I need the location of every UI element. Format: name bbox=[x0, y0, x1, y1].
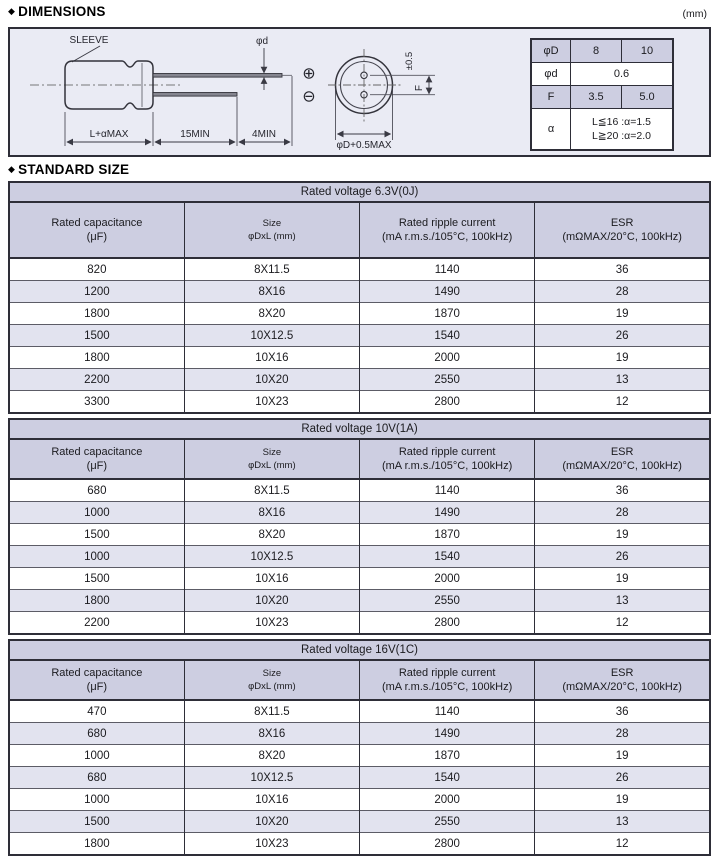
negative-lead bbox=[153, 93, 237, 97]
table-cell: 2200 bbox=[9, 612, 184, 635]
table-row bbox=[9, 325, 710, 347]
table-cell: 1140 bbox=[360, 700, 535, 723]
table-cell: 12 bbox=[535, 391, 710, 414]
param-label: α bbox=[531, 109, 571, 151]
table-cell: 36 bbox=[535, 479, 710, 502]
table-row bbox=[9, 723, 710, 745]
table-row bbox=[9, 502, 710, 524]
table-cell: 1000 bbox=[9, 546, 184, 568]
column-header-line2: (μF) bbox=[86, 231, 108, 243]
column-header bbox=[184, 660, 359, 700]
table-cell: 10X16 bbox=[184, 789, 359, 811]
param-value: 0.6 bbox=[571, 63, 674, 86]
table-cell: 1800 bbox=[9, 347, 184, 369]
table-cell: 1000 bbox=[9, 745, 184, 767]
table-title: Rated voltage 16V(1C) bbox=[9, 640, 710, 660]
column-header-line1: Rated capacitance bbox=[51, 667, 143, 679]
column-header-line1: ESR bbox=[610, 217, 634, 229]
table-row bbox=[9, 258, 710, 281]
column-header-line2: φDxL (mm) bbox=[248, 231, 296, 242]
capacitor-dimension-drawing bbox=[12, 30, 522, 154]
table-cell: 26 bbox=[535, 767, 710, 789]
table-cell: 1800 bbox=[9, 303, 184, 325]
param-value: 10 bbox=[622, 39, 674, 63]
alpha-rule-line1: L≦16 :α=1.5 bbox=[592, 115, 651, 128]
param-label: F bbox=[531, 86, 571, 109]
diamond-bullet-icon: ◆ bbox=[8, 6, 16, 16]
param-row bbox=[531, 63, 673, 86]
column-header-line1: Rated ripple current bbox=[398, 667, 496, 679]
table-row bbox=[9, 524, 710, 546]
voltage-table bbox=[8, 181, 711, 414]
column-header bbox=[535, 202, 710, 258]
table-cell: 10X16 bbox=[184, 568, 359, 590]
column-header-line2: (mA r.m.s./105°C, 100kHz) bbox=[381, 460, 513, 472]
column-header-line1: Rated ripple current bbox=[398, 446, 496, 458]
column-header-line1: ESR bbox=[610, 446, 634, 458]
lead-offset-label: 4MIN bbox=[252, 129, 276, 140]
table-cell: 1500 bbox=[9, 524, 184, 546]
table-cell: 2550 bbox=[360, 590, 535, 612]
table-cell: 2000 bbox=[360, 568, 535, 590]
table-cell: 680 bbox=[9, 479, 184, 502]
table-cell: 19 bbox=[535, 745, 710, 767]
positive-terminal-icon: ⊕ bbox=[302, 65, 316, 83]
column-header-line2: (mA r.m.s./105°C, 100kHz) bbox=[381, 231, 513, 243]
column-header bbox=[360, 202, 535, 258]
table-title: Rated voltage 6.3V(0J) bbox=[9, 182, 710, 202]
table-cell: 2800 bbox=[360, 391, 535, 414]
table-cell: 8X16 bbox=[184, 281, 359, 303]
column-header bbox=[184, 202, 359, 258]
table-cell: 19 bbox=[535, 524, 710, 546]
table-cell: 8X11.5 bbox=[184, 258, 359, 281]
table-cell: 1500 bbox=[9, 325, 184, 347]
dimension-parameter-table bbox=[530, 38, 674, 151]
table-cell: 2000 bbox=[360, 347, 535, 369]
dimensions-heading bbox=[8, 4, 106, 19]
table-row bbox=[9, 833, 710, 856]
table-cell: 1500 bbox=[9, 568, 184, 590]
voltage-table bbox=[8, 418, 711, 635]
table-cell: 1490 bbox=[360, 723, 535, 745]
negative-terminal-icon: ⊖ bbox=[302, 88, 316, 106]
param-value: 3.5 bbox=[571, 86, 622, 109]
param-label: φD bbox=[531, 39, 571, 63]
column-header-line2: (μF) bbox=[86, 681, 108, 693]
table-cell: 1140 bbox=[360, 258, 535, 281]
table-cell: 1200 bbox=[9, 281, 184, 303]
table-cell: 2800 bbox=[360, 612, 535, 635]
table-cell: 19 bbox=[535, 568, 710, 590]
table-cell: 8X16 bbox=[184, 723, 359, 745]
table-cell: 8X20 bbox=[184, 745, 359, 767]
table-cell: 1540 bbox=[360, 325, 535, 347]
unit-note: (mm) bbox=[682, 8, 707, 20]
sleeve-label: SLEEVE bbox=[69, 35, 109, 46]
table-row bbox=[9, 590, 710, 612]
table-cell: 1800 bbox=[9, 590, 184, 612]
column-header-line2: (mΩMAX/20°C, 100kHz) bbox=[562, 231, 682, 243]
table-cell: 1870 bbox=[360, 745, 535, 767]
column-header bbox=[9, 439, 184, 479]
column-header-line2: (mΩMAX/20°C, 100kHz) bbox=[562, 681, 682, 693]
column-header-line2: (mΩMAX/20°C, 100kHz) bbox=[562, 460, 682, 472]
table-cell: 2000 bbox=[360, 789, 535, 811]
table-row bbox=[9, 347, 710, 369]
table-cell: 680 bbox=[9, 723, 184, 745]
table-cell: 12 bbox=[535, 612, 710, 635]
body-length-label: L+αMAX bbox=[89, 129, 129, 140]
table-cell: 28 bbox=[535, 281, 710, 303]
standard-size-heading-label: STANDARD SIZE bbox=[18, 162, 130, 177]
table-cell: 2800 bbox=[360, 833, 535, 856]
param-value: 8 bbox=[571, 39, 622, 63]
table-cell: 820 bbox=[9, 258, 184, 281]
table-cell: 1000 bbox=[9, 789, 184, 811]
table-cell: 3300 bbox=[9, 391, 184, 414]
table-cell: 10X12.5 bbox=[184, 546, 359, 568]
table-cell: 36 bbox=[535, 258, 710, 281]
positive-lead bbox=[153, 74, 282, 78]
table-cell: 12 bbox=[535, 833, 710, 856]
table-cell: 1540 bbox=[360, 546, 535, 568]
column-header bbox=[360, 439, 535, 479]
table-cell: 1800 bbox=[9, 833, 184, 856]
table-cell: 1490 bbox=[360, 502, 535, 524]
table-row bbox=[9, 391, 710, 414]
param-row bbox=[531, 109, 673, 151]
column-header-line1: Size bbox=[262, 218, 282, 229]
table-row bbox=[9, 745, 710, 767]
table-cell: 8X20 bbox=[184, 524, 359, 546]
table-cell: 2550 bbox=[360, 369, 535, 391]
table-cell: 2550 bbox=[360, 811, 535, 833]
table-cell: 1500 bbox=[9, 811, 184, 833]
table-cell: 1540 bbox=[360, 767, 535, 789]
table-row bbox=[9, 811, 710, 833]
table-row bbox=[9, 767, 710, 789]
diamond-bullet-icon: ◆ bbox=[8, 164, 16, 174]
table-cell: 1490 bbox=[360, 281, 535, 303]
column-header bbox=[360, 660, 535, 700]
table-cell: 1000 bbox=[9, 502, 184, 524]
param-value: 5.0 bbox=[622, 86, 674, 109]
table-row bbox=[9, 281, 710, 303]
table-cell: 10X16 bbox=[184, 347, 359, 369]
param-row bbox=[531, 39, 673, 63]
alpha-rule-line2: L≧20 :α=2.0 bbox=[592, 130, 651, 142]
table-row bbox=[9, 369, 710, 391]
table-cell: 26 bbox=[535, 546, 710, 568]
voltage-table bbox=[8, 639, 711, 856]
table-title: Rated voltage 10V(1A) bbox=[9, 419, 710, 439]
table-cell: 8X11.5 bbox=[184, 479, 359, 502]
table-cell: 8X20 bbox=[184, 303, 359, 325]
column-header-line1: Size bbox=[262, 447, 282, 458]
column-header bbox=[9, 202, 184, 258]
table-cell: 19 bbox=[535, 303, 710, 325]
column-header-line1: Rated capacitance bbox=[51, 217, 143, 229]
table-cell: 36 bbox=[535, 700, 710, 723]
column-header bbox=[9, 660, 184, 700]
dimensions-heading-label: DIMENSIONS bbox=[18, 4, 106, 19]
pitch-label: F bbox=[414, 84, 425, 92]
table-row bbox=[9, 546, 710, 568]
table-cell: 10X12.5 bbox=[184, 767, 359, 789]
table-cell: 19 bbox=[535, 789, 710, 811]
table-cell: 19 bbox=[535, 347, 710, 369]
table-cell: 10X23 bbox=[184, 612, 359, 635]
column-header-line2: φDxL (mm) bbox=[248, 681, 296, 692]
table-cell: 10X20 bbox=[184, 811, 359, 833]
column-header-line2: (mA r.m.s./105°C, 100kHz) bbox=[381, 681, 513, 693]
column-header-line2: φDxL (mm) bbox=[248, 460, 296, 471]
table-cell: 680 bbox=[9, 767, 184, 789]
column-header-line2: (μF) bbox=[86, 460, 108, 472]
standard-size-heading bbox=[8, 162, 129, 177]
pitch-tolerance-label: ±0.5 bbox=[404, 51, 415, 71]
param-value bbox=[571, 109, 674, 151]
standard-size-tables bbox=[8, 181, 711, 860]
table-cell: 10X20 bbox=[184, 369, 359, 391]
table-cell: 1140 bbox=[360, 479, 535, 502]
table-cell: 10X23 bbox=[184, 391, 359, 414]
param-label: φd bbox=[531, 63, 571, 86]
param-row bbox=[531, 86, 673, 109]
table-cell: 28 bbox=[535, 502, 710, 524]
table-cell: 13 bbox=[535, 590, 710, 612]
table-row bbox=[9, 303, 710, 325]
table-cell: 10X23 bbox=[184, 833, 359, 856]
column-header-line1: Size bbox=[262, 668, 282, 679]
table-title-row bbox=[9, 640, 710, 660]
table-cell: 8X16 bbox=[184, 502, 359, 524]
table-cell: 10X12.5 bbox=[184, 325, 359, 347]
table-cell: 26 bbox=[535, 325, 710, 347]
table-title-row bbox=[9, 182, 710, 202]
column-header bbox=[535, 660, 710, 700]
table-cell: 2200 bbox=[9, 369, 184, 391]
column-header-line1: Rated ripple current bbox=[398, 217, 496, 229]
table-cell: 1870 bbox=[360, 303, 535, 325]
table-header-row bbox=[9, 660, 710, 700]
dimensions-panel bbox=[8, 27, 711, 157]
table-header-row bbox=[9, 439, 710, 479]
table-row bbox=[9, 700, 710, 723]
column-header-line1: Rated capacitance bbox=[51, 446, 143, 458]
column-header-line1: ESR bbox=[610, 667, 634, 679]
column-header bbox=[535, 439, 710, 479]
table-title-row bbox=[9, 419, 710, 439]
table-cell: 470 bbox=[9, 700, 184, 723]
lead-diameter-label: φd bbox=[255, 36, 269, 47]
lead-min-label: 15MIN bbox=[180, 129, 210, 140]
table-cell: 8X11.5 bbox=[184, 700, 359, 723]
table-cell: 1870 bbox=[360, 524, 535, 546]
table-row bbox=[9, 612, 710, 635]
table-cell: 13 bbox=[535, 811, 710, 833]
table-header-row bbox=[9, 202, 710, 258]
sleeve-leader-line bbox=[72, 46, 100, 62]
table-cell: 13 bbox=[535, 369, 710, 391]
table-row bbox=[9, 479, 710, 502]
table-cell: 28 bbox=[535, 723, 710, 745]
table-cell: 10X20 bbox=[184, 590, 359, 612]
column-header bbox=[184, 439, 359, 479]
diameter-label: φD+0.5MAX bbox=[336, 140, 392, 151]
table-row bbox=[9, 568, 710, 590]
